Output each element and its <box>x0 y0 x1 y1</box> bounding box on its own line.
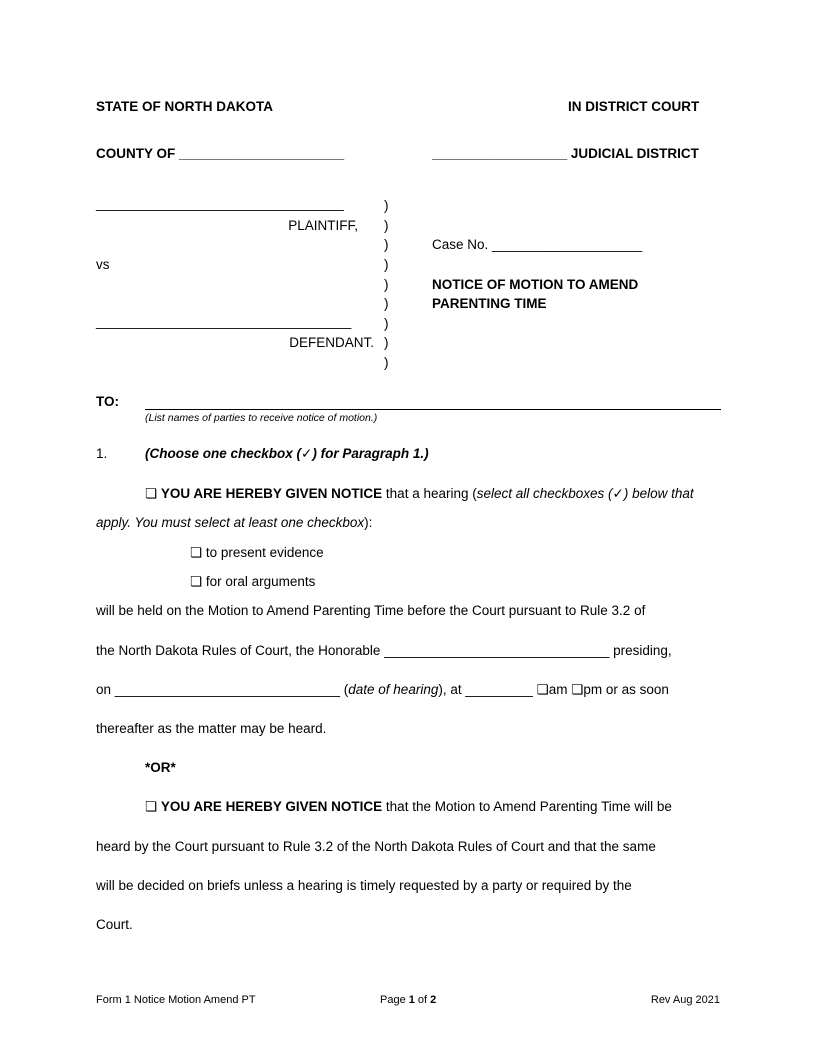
to-recipients-line[interactable] <box>145 409 721 410</box>
caption-paren: ) <box>384 296 389 311</box>
option1-line3: will be held on the Motion to Amend Parenting Time before the Court pursuant to Rule 3.2 of <box>96 603 646 618</box>
option2-text: that the Motion to Amend Parenting Time will be <box>382 799 672 814</box>
option1-italic-text2: apply. You must select at least one checkbox <box>96 515 365 530</box>
option2-checkbox[interactable]: ❏ <box>145 799 158 815</box>
date-of-hearing-label: date of hearing <box>348 682 439 697</box>
to-label: TO: <box>96 394 119 409</box>
caption-paren: ) <box>384 316 389 331</box>
option1-italic-text: select all checkboxes (✓) below that <box>476 486 694 501</box>
footer-form-name: Form 1 Notice Motion Amend PT <box>96 994 256 1006</box>
defendant-label: DEFENDANT. <box>289 335 374 350</box>
option2-line1 <box>145 799 672 815</box>
hearing-time-field[interactable]: ), at _________ ❏am ❏pm or as soon <box>438 682 669 697</box>
caption-paren: ) <box>384 257 389 272</box>
option1-text: that a hearing ( <box>382 486 477 501</box>
district-field[interactable]: __________________ JUDICIAL DISTRICT <box>432 146 699 161</box>
option2-lead: YOU ARE HEREBY GIVEN NOTICE <box>160 799 383 814</box>
page-of: of <box>414 994 431 1006</box>
plaintiff-label: PLAINTIFF, <box>288 218 358 233</box>
caption-paren: ) <box>384 335 389 350</box>
option1-line2 <box>96 515 372 530</box>
document-title-line2: PARENTING TIME <box>432 296 547 311</box>
oral-arguments-checkbox[interactable]: ❏ for oral arguments <box>190 574 316 589</box>
option1-line6: thereafter as the matter may be heard. <box>96 721 327 736</box>
caption-paren: ) <box>384 218 389 233</box>
court-heading: IN DISTRICT COURT <box>568 99 700 114</box>
caption-paren: ) <box>384 277 389 292</box>
option1-checkbox[interactable]: ❏ <box>145 486 158 502</box>
present-evidence-checkbox[interactable]: ❏ to present evidence <box>190 545 324 560</box>
footer-revision: Rev Aug 2021 <box>650 994 720 1006</box>
hearing-date-field[interactable]: on ______________________________ ( <box>96 682 349 697</box>
option1-line5[interactable] <box>96 682 669 698</box>
paragraph-instruction: (Choose one checkbox (✓) for Paragraph 1.) <box>145 446 429 461</box>
to-note: (List names of parties to receive notice of motion.) <box>145 412 378 424</box>
county-field[interactable]: COUNTY OF ______________________ <box>96 146 345 161</box>
paragraph-number: 1. <box>96 446 108 461</box>
caption-paren: ) <box>384 237 389 252</box>
case-number-field[interactable]: Case No. ____________________ <box>432 237 643 252</box>
vs-label: vs <box>96 257 110 272</box>
option1-line4-judge[interactable]: the North Dakota Rules of Court, the Honorable ______________________________ presiding, <box>96 643 672 658</box>
caption-paren: ) <box>384 355 389 370</box>
caption-paren: ) <box>384 198 389 213</box>
state-heading: STATE OF NORTH DAKOTA <box>96 99 273 114</box>
page-prefix: Page <box>380 994 409 1006</box>
option2-line3: will be decided on briefs unless a hearing is timely requested by a party or required by the <box>96 878 632 893</box>
page-current: 1 <box>408 994 415 1006</box>
defendant-name-line[interactable]: __________________________________ <box>96 314 352 329</box>
page-total: 2 <box>430 994 437 1006</box>
or-separator: *OR* <box>145 760 176 775</box>
option1-text2: ): <box>364 515 373 530</box>
option1-line1 <box>145 486 694 502</box>
plaintiff-name-line[interactable]: _________________________________ <box>96 196 344 211</box>
option2-line2: heard by the Court pursuant to Rule 3.2 of the North Dakota Rules of Court and that the same <box>96 839 656 854</box>
footer-page-number <box>380 994 436 1006</box>
document-title-line1: NOTICE OF MOTION TO AMEND <box>432 277 639 292</box>
option1-lead: YOU ARE HEREBY GIVEN NOTICE <box>160 486 383 501</box>
option2-line4: Court. <box>96 917 133 932</box>
